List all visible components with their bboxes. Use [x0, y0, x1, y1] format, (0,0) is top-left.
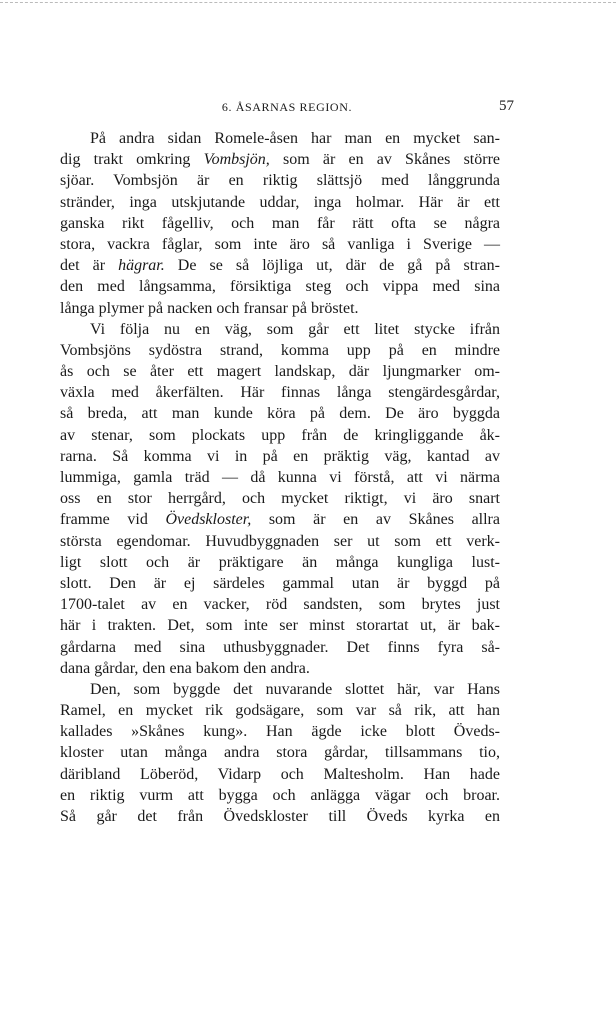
text-line	[60, 573, 500, 594]
text-run: oss en stor herrgård, och mycket riktigt, vi äro snart	[60, 490, 500, 508]
text-run: sjöar. Vombsjön är en riktig slättsjö med långgrunda	[60, 172, 500, 190]
text-line	[60, 552, 500, 573]
text-line	[60, 361, 500, 382]
chapter-title: 6. ÅSARNAS REGION.	[221, 100, 353, 114]
text-line	[60, 255, 500, 276]
text-line	[60, 615, 500, 636]
text-line	[60, 785, 500, 806]
text-line	[60, 721, 500, 742]
text-run: av stenar, som plockats upp från de kringliggande åk-	[60, 426, 500, 444]
text-line	[60, 149, 500, 170]
text-line	[60, 340, 500, 361]
running-header	[60, 100, 514, 122]
text-line	[60, 700, 500, 721]
text-run: ganska rikt fågelliv, och man får rätt ofta se några	[60, 214, 500, 232]
text-run: framme vid	[60, 511, 166, 529]
text-run: Vombsjöns sydöstra strand, komma upp på en mindre	[60, 341, 500, 359]
text-line	[60, 276, 500, 297]
text-run: rarna. Så komma vi in på en präktig väg, kantad av	[60, 447, 500, 465]
text-run: kallades »Skånes kung». Han ägde icke blott Öveds-	[60, 723, 500, 741]
text-run: en riktig vurm att bygga och anlägga vägar och broar.	[60, 786, 500, 804]
text-line	[60, 488, 500, 509]
italic-term: Vombsjön,	[203, 151, 270, 169]
text-run: dana gårdar, den ena bakom den andra.	[60, 659, 310, 677]
text-run: ås och se åter ett magert landskap, där ljungmarker om-	[60, 363, 500, 381]
text-run: stränder, inga utskjutande uddar, inga holmar. Här är ett	[60, 193, 500, 211]
text-run: De se så löjliga ut, där de gå på stran-	[164, 257, 500, 275]
text-line	[60, 446, 500, 467]
text-line	[60, 319, 500, 340]
text-run: På andra sidan Romele-åsen har man en mycket san-	[90, 130, 500, 147]
text-run: Så går det från Övedskloster till Öveds kyrka en	[60, 808, 500, 825]
text-run: ligt slott och är präktigare än många kungliga lust-	[60, 553, 500, 571]
text-line	[60, 192, 500, 213]
text-run: Ramel, en mycket rik godsägare, som var så rik, att han	[60, 702, 500, 720]
text-line	[60, 403, 500, 424]
text-line	[60, 531, 500, 552]
text-run: som är en av Skånes allra	[251, 511, 500, 529]
text-line	[60, 658, 500, 679]
text-run: stora, vackra fåglar, som inte äro så vanliga i Sverige —	[60, 235, 500, 253]
text-line	[60, 298, 500, 319]
text-run: 1700-talet av en vacker, röd sandsten, som brytes just	[60, 596, 500, 614]
italic-term: Övedskloster,	[165, 511, 252, 529]
text-run: största egendomar. Huvudbyggnaden ser ut som ett verk-	[60, 532, 500, 550]
text-line	[60, 382, 500, 403]
text-line	[60, 742, 500, 763]
text-run: som är en av Skånes större	[269, 151, 501, 169]
text-line	[60, 128, 500, 149]
text-run: den med långsamma, försiktiga steg och vippa med sina	[60, 278, 500, 296]
page-number: 57	[499, 98, 514, 114]
text-run: slott. Den är ej särdeles gammal utan är byggd på	[60, 574, 500, 592]
text-run: långa plymer på nacken och fransar på bröstet.	[60, 299, 359, 317]
text-run: dig trakt omkring	[60, 151, 204, 169]
italic-term: hägrar.	[118, 257, 165, 275]
text-run: gårdarna med sina uthusbyggnader. Det finns fyra så-	[60, 638, 500, 656]
text-run: det är	[60, 257, 119, 275]
text-line	[60, 234, 500, 255]
text-run: lummiga, gamla träd — då kunna vi förstå, att vi närma	[60, 469, 500, 486]
text-run: däribland Löberöd, Vidarp och Maltesholm. Han hade	[60, 765, 500, 783]
text-line	[60, 764, 500, 785]
text-run: så breda, att man kunde köra på dem. De äro byggda	[60, 405, 500, 423]
text-line	[60, 467, 500, 488]
text-line	[60, 213, 500, 234]
text-run: Vi följa nu en väg, som går ett litet stycke ifrån	[90, 320, 500, 338]
text-line	[60, 509, 500, 530]
text-line	[60, 170, 500, 191]
text-run: här i trakten. Det, som inte ser minst storartat ut, är bak-	[60, 617, 500, 635]
text-line	[60, 679, 500, 700]
text-line	[60, 637, 500, 658]
body-text	[60, 128, 500, 827]
text-line	[60, 425, 500, 446]
text-run: kloster utan många andra stora gårdar, tillsammans tio,	[60, 744, 500, 762]
text-line	[60, 594, 500, 615]
text-run: Den, som byggde det nuvarande slottet här, var Hans	[90, 680, 500, 698]
text-run: växla med åkerfälten. Här finnas långa stengärdesgårdar,	[60, 384, 500, 402]
text-line	[60, 806, 500, 827]
